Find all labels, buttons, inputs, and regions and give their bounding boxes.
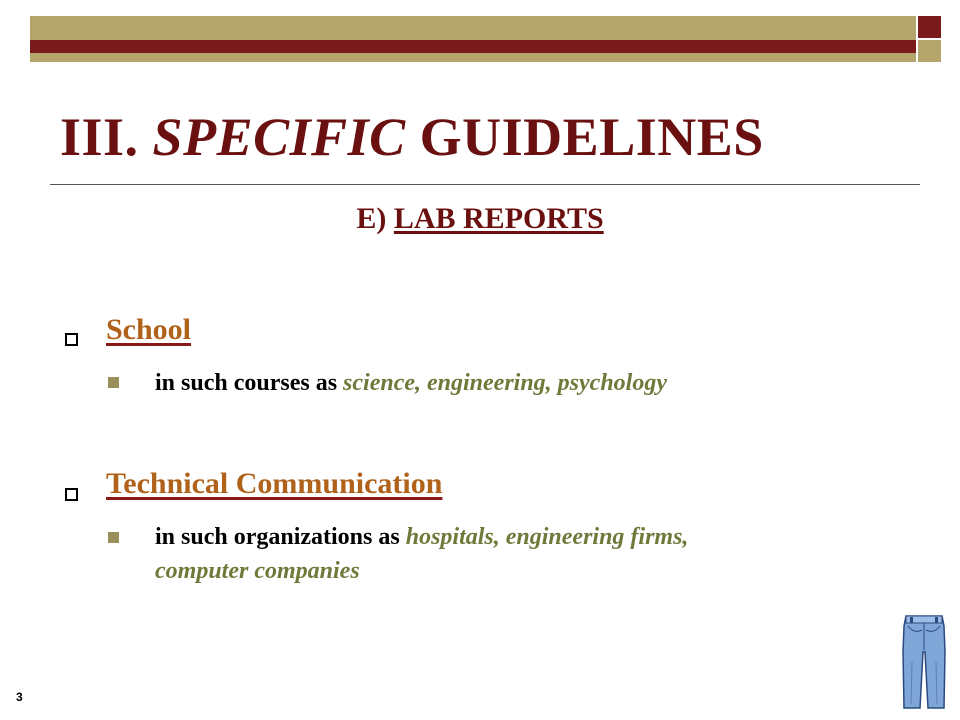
title-suffix: GUIDELINES (419, 107, 764, 167)
header-band-stripe (30, 40, 916, 53)
bullet-techcomm-link[interactable]: Technical Communication (106, 467, 443, 500)
bullet-school-link[interactable]: School (106, 313, 192, 346)
section-subtitle (0, 202, 960, 236)
jeans-clipart-icon (898, 612, 950, 712)
header-band (30, 16, 916, 62)
hollow-square-bullet-icon (65, 488, 78, 501)
slide-title (60, 106, 764, 168)
square-bullet-icon (108, 377, 119, 388)
detail-examples-line2: computer companies (155, 558, 360, 584)
bullet-school-detail (155, 366, 667, 400)
detail-prefix: in such courses as (155, 370, 338, 396)
title-divider (50, 184, 920, 185)
detail-examples: science, engineering, psychology (343, 370, 667, 396)
hollow-square-bullet-icon (65, 333, 78, 346)
page-number: 3 (16, 690, 23, 704)
corner-block-red (918, 16, 941, 39)
square-bullet-icon (108, 532, 119, 543)
title-prefix: III. (60, 107, 139, 167)
detail-prefix: in such organizations as (155, 524, 400, 550)
title-italic: SPECIFIC (152, 107, 406, 167)
bullet-techcomm-detail (155, 520, 875, 588)
subtitle-link[interactable]: LAB REPORTS (393, 202, 604, 235)
subtitle-prefix: E) (356, 202, 387, 235)
corner-block-gold (918, 40, 941, 62)
detail-examples-line1: hospitals, engineering firms, (405, 524, 689, 550)
